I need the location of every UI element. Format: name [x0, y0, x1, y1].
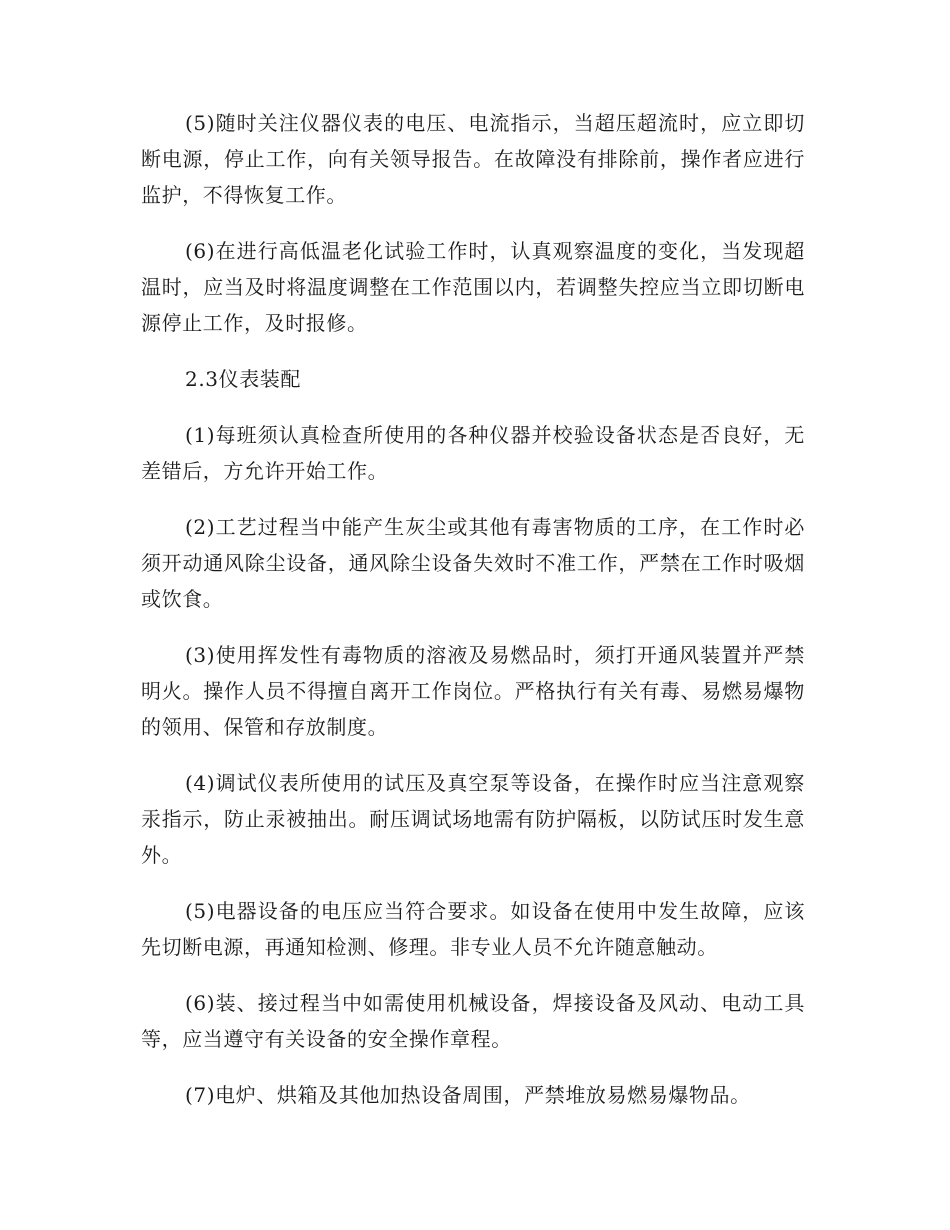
paragraph-6-aging-test: (6)在进行高低温老化试验工作时，认真观察温度的变化，当发现超温时，应当及时将温度调整在工作范围以内，若调整失控应当立即切断电源停止工作，及时报修。	[141, 239, 805, 335]
section-heading-instrument-assembly: 2.3仪表装配	[185, 367, 302, 391]
paragraph-1-check-instruments: (1)每班须认真检查所使用的各种仪器并校验设备状态是否良好，无差错后，方允许开始工作。	[141, 423, 805, 483]
paragraph-3-volatile-substances: (3)使用挥发性有毒物质的溶液及易燃品时，须打开通风装置并严禁明火。操作人员不得擅自离开工作岗位。严格执行有关有毒、易燃易爆物的领用、保管和存放制度。	[141, 643, 805, 739]
paragraph-4-pressure-testing: (4)调试仪表所使用的试压及真空泵等设备，在操作时应当注意观察汞指示，防止汞被抽出。耐压调试场地需有防护隔板，以防试压时发生意外。	[141, 771, 805, 867]
paragraph-5-electrical-equipment: (5)电器设备的电压应当符合要求。如设备在使用中发生故障，应该先切断电源，再通知检测、修理。非专业人员不允许随意触动。	[141, 899, 805, 959]
paragraph-6-mechanical-equipment: (6)装、接过程当中如需使用机械设备，焊接设备及风动、电动工具等，应当遵守有关设备的安全操作章程。	[141, 991, 805, 1051]
paragraph-2-ventilation: (2)工艺过程当中能产生灰尘或其他有毒害物质的工序，在工作时必须开动通风除尘设备，通风除尘设备失效时不准工作，严禁在工作时吸烟或饮食。	[141, 515, 805, 611]
document-body	[141, 105, 805, 1133]
paragraph-5-monitor-instruments: (5)随时关注仪器仪表的电压、电流指示，当超压超流时，应立即切断电源，停止工作，向有关领导报告。在故障没有排除前，操作者应进行监护，不得恢复工作。	[141, 111, 805, 207]
paragraph-7-heating-equipment: (7)电炉、烘箱及其他加热设备周围，严禁堆放易燃易爆物品。	[185, 1083, 751, 1107]
